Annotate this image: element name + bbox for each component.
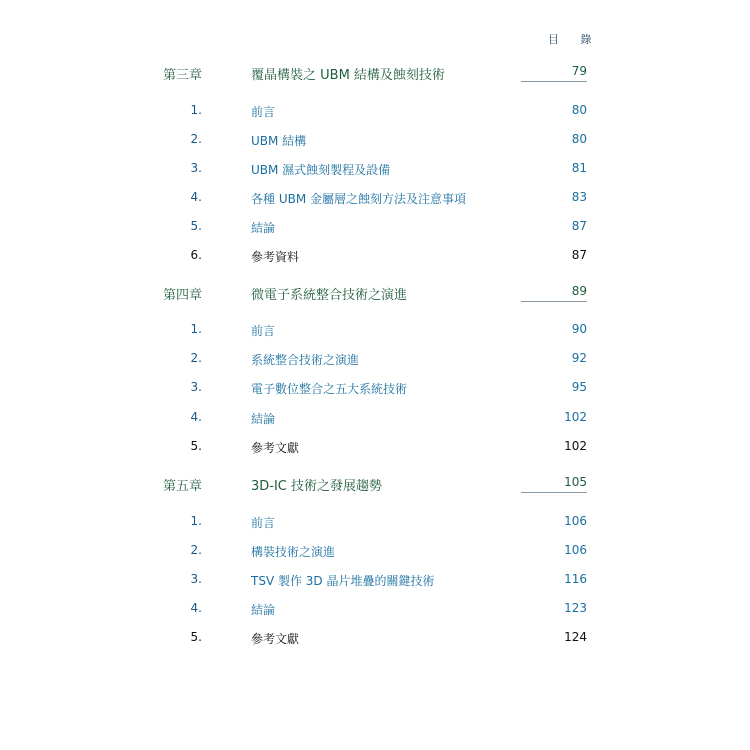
toc-entry[interactable] xyxy=(0,601,750,621)
chapter-title: 微電子系統整合技術之演進 xyxy=(251,288,408,303)
entry-page-number: 87 xyxy=(571,248,587,262)
entry-title: 前言 xyxy=(251,105,276,119)
entry-title: UBM 結構 xyxy=(251,134,307,148)
chapter-page-number: 79 xyxy=(571,64,587,78)
toc-entry[interactable] xyxy=(0,103,750,123)
entry-title: 參考文獻 xyxy=(251,632,300,646)
chapter-page-number: 89 xyxy=(571,284,587,298)
entry-title: 電子數位整合之五大系統技術 xyxy=(251,382,408,396)
entry-page-number: 87 xyxy=(571,219,587,233)
entry-page-number: 106 xyxy=(564,543,587,557)
chapter-label: 第五章 xyxy=(163,479,203,494)
entry-number: 3. xyxy=(190,380,202,394)
entry-page-number: 116 xyxy=(564,572,587,586)
entry-number: 2. xyxy=(190,543,202,557)
entry-title: 各種 UBM 金屬層之蝕刻方法及注意事項 xyxy=(251,192,466,206)
entry-title: 參考文獻 xyxy=(251,441,300,455)
entry-number: 5. xyxy=(190,630,202,644)
entry-title: 前言 xyxy=(251,516,276,530)
entry-title: 構裝技術之演進 xyxy=(251,545,336,559)
entry-title: TSV 製作 3D 晶片堆疊的關鍵技術 xyxy=(251,574,435,588)
chapter-label: 第四章 xyxy=(163,288,203,303)
entry-page-number: 106 xyxy=(564,514,587,528)
entry-title: 前言 xyxy=(251,324,276,338)
entry-number: 4. xyxy=(190,410,202,424)
entry-page-number: 83 xyxy=(571,190,587,204)
entry-page-number: 123 xyxy=(564,601,587,615)
entry-number: 2. xyxy=(190,351,202,365)
page-header: 目 錄 xyxy=(548,33,601,46)
toc-entry[interactable] xyxy=(0,514,750,534)
chapter-label: 第三章 xyxy=(163,68,203,83)
entry-title: 結論 xyxy=(251,412,276,426)
entry-page-number: 124 xyxy=(564,630,587,644)
chapter-divider xyxy=(521,81,587,82)
entry-number: 1. xyxy=(190,103,202,117)
toc-entry-references[interactable] xyxy=(0,630,750,650)
chapter-5-heading[interactable] xyxy=(0,475,750,499)
entry-title: 結論 xyxy=(251,221,276,235)
toc-entry[interactable] xyxy=(0,572,750,592)
entry-number: 6. xyxy=(190,248,202,262)
entry-title: UBM 濕式蝕刻製程及設備 xyxy=(251,163,391,177)
chapter-title: 3D-IC 技術之發展趨勢 xyxy=(251,479,383,494)
chapter-page-number: 105 xyxy=(564,475,587,489)
entry-number: 3. xyxy=(190,161,202,175)
chapter-divider xyxy=(521,492,587,493)
entry-page-number: 80 xyxy=(571,132,587,146)
toc-entry[interactable] xyxy=(0,543,750,563)
chapter-divider xyxy=(521,301,587,302)
toc-entry-references[interactable] xyxy=(0,248,750,268)
entry-title: 系統整合技術之演進 xyxy=(251,353,360,367)
toc-entry-references[interactable] xyxy=(0,439,750,459)
toc-entry[interactable] xyxy=(0,132,750,152)
toc-entry[interactable] xyxy=(0,190,750,210)
entry-title: 參考資料 xyxy=(251,250,300,264)
toc-entry[interactable] xyxy=(0,380,750,400)
chapter-4-heading[interactable] xyxy=(0,284,750,308)
toc-entry[interactable] xyxy=(0,351,750,371)
chapter-3-heading[interactable] xyxy=(0,64,750,88)
entry-page-number: 95 xyxy=(571,380,587,394)
entry-page-number: 80 xyxy=(571,103,587,117)
chapter-title: 覆晶構裝之 UBM 結構及蝕刻技術 xyxy=(251,68,445,83)
entry-number: 1. xyxy=(190,514,202,528)
entry-title: 結論 xyxy=(251,603,276,617)
entry-page-number: 102 xyxy=(564,439,587,453)
entry-number: 4. xyxy=(190,601,202,615)
toc-entry[interactable] xyxy=(0,322,750,342)
entry-number: 2. xyxy=(190,132,202,146)
entry-number: 5. xyxy=(190,219,202,233)
toc-entry[interactable] xyxy=(0,161,750,181)
entry-number: 3. xyxy=(190,572,202,586)
toc-entry[interactable] xyxy=(0,219,750,239)
entry-number: 4. xyxy=(190,190,202,204)
entry-page-number: 102 xyxy=(564,410,587,424)
entry-number: 1. xyxy=(190,322,202,336)
entry-number: 5. xyxy=(190,439,202,453)
entry-page-number: 81 xyxy=(571,161,587,175)
entry-page-number: 90 xyxy=(571,322,587,336)
toc-entry[interactable] xyxy=(0,410,750,430)
entry-page-number: 92 xyxy=(571,351,587,365)
